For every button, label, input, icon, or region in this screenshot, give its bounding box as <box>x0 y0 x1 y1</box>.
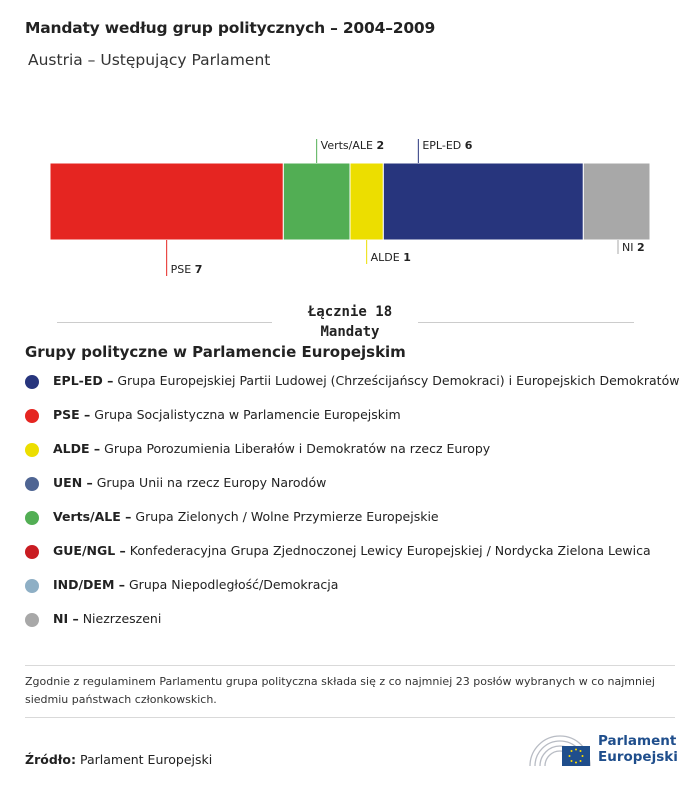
legend-text <box>53 371 679 391</box>
legend-item <box>25 439 695 473</box>
source-label: Źródło: <box>25 752 76 767</box>
legend-text <box>53 473 326 493</box>
data-label-epl-ed: EPL-ED 6 <box>422 139 473 152</box>
chart-title: Mandaty według grup politycznych – 2004–2009 <box>25 19 436 37</box>
total-seats-line2: Mandaty <box>320 324 380 340</box>
bar-segment-ni <box>583 163 650 240</box>
legend-abbr: UEN – <box>53 475 93 490</box>
source <box>25 752 212 767</box>
parliament-hemicycle-icon <box>528 730 592 768</box>
legend-abbr: IND/DEM – <box>53 577 126 592</box>
total-seats-line1: Łącznie 18 <box>307 304 393 320</box>
legend-name: Grupa Europejskiej Partii Ludowej (Chrześcijańscy Demokraci) i Europejskich Demokratów <box>113 373 680 388</box>
legend-abbr: NI – <box>53 611 79 626</box>
logo-line2: Europejski <box>598 749 678 765</box>
legend-item <box>25 473 695 507</box>
legend-abbr: Verts/ALE – <box>53 509 132 524</box>
legend-name: Niezrzeszeni <box>78 611 162 626</box>
legend-text <box>53 541 651 561</box>
legend-abbr: PSE – <box>53 407 91 422</box>
chart-subtitle: Austria – Ustępujący Parlament <box>28 51 271 69</box>
legend-dot-icon <box>25 579 39 593</box>
logo-line1: Parlament <box>598 733 677 749</box>
legend-name: Grupa Socjalistyczna w Parlamencie Europejskim <box>90 407 401 422</box>
legend-item <box>25 507 695 541</box>
data-label-pse: PSE 7 <box>170 263 203 276</box>
legend <box>25 371 695 643</box>
legend-name: Grupa Niepodległość/Demokracja <box>125 577 339 592</box>
legend-item <box>25 609 695 643</box>
legend-text <box>53 575 338 595</box>
legend-text <box>53 507 439 527</box>
divider-top-note <box>25 665 675 666</box>
bar-segment-epl-ed <box>383 163 583 240</box>
legend-abbr: ALDE – <box>53 441 101 456</box>
legend-dot-icon <box>25 477 39 491</box>
source-value: Parlament Europejski <box>79 752 213 767</box>
legend-name: Grupa Unii na rzecz Europy Narodów <box>92 475 327 490</box>
legend-item <box>25 541 695 575</box>
legend-dot-icon <box>25 375 39 389</box>
legend-item <box>25 575 695 609</box>
total-seats-label <box>275 302 425 342</box>
bar-segment-alde <box>350 163 383 240</box>
legend-abbr: GUE/NGL – <box>53 543 126 558</box>
data-label-verts-ale: Verts/ALE 2 <box>320 139 385 152</box>
legend-title: Grupy polityczne w Parlamencie Europejskim <box>25 343 406 361</box>
legend-text <box>53 609 161 629</box>
total-divider-right <box>418 322 634 323</box>
bar-segment-verts-ale <box>283 163 350 240</box>
legend-abbr: EPL-ED – <box>53 373 114 388</box>
logo-wordmark <box>598 733 678 765</box>
total-divider-left <box>57 322 272 323</box>
european-parliament-logo <box>528 728 678 770</box>
legend-dot-icon <box>25 545 39 559</box>
legend-dot-icon <box>25 511 39 525</box>
seats-stacked-bar-chart <box>0 120 700 285</box>
legend-dot-icon <box>25 409 39 423</box>
legend-item <box>25 371 695 405</box>
legend-dot-icon <box>25 443 39 457</box>
legend-name: Konfederacyjna Grupa Zjednoczonej Lewicy Europejskiej / Nordycka Zielona Lewica <box>125 543 651 558</box>
bar-segment-pse <box>50 163 283 240</box>
divider-bottom-note <box>25 717 675 718</box>
data-label-ni: NI 2 <box>622 241 645 254</box>
legend-name: Grupa Zielonych / Wolne Przymierze Europejskie <box>131 509 439 524</box>
legend-name: Grupa Porozumienia Liberałów i Demokratów na rzecz Europy <box>100 441 491 456</box>
legend-text <box>53 405 401 425</box>
data-label-alde: ALDE 1 <box>370 251 411 264</box>
legend-text <box>53 439 490 459</box>
legend-item <box>25 405 695 439</box>
legend-dot-icon <box>25 613 39 627</box>
note-text: Zgodnie z regulaminem Parlamentu grupa polityczna składa się z co najmniej 23 posłów wybranych w co najmniej siedmiu państwach członkowskich. <box>25 675 655 706</box>
